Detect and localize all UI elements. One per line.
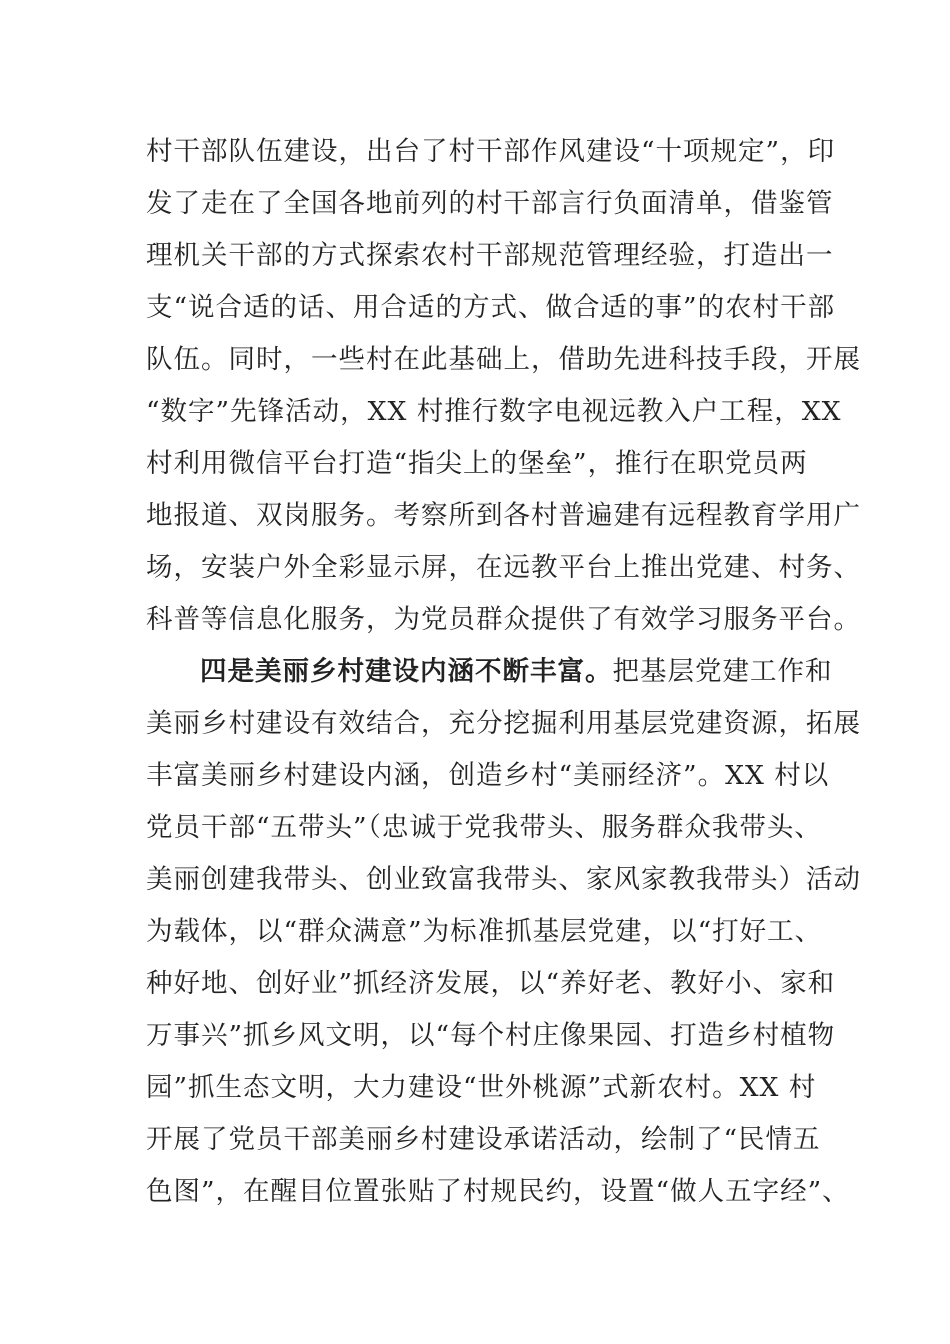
text-line: 种好地、创好业”抓经济发展，以“养好老、教好小、家和	[146, 968, 836, 999]
text-line: 美丽创建我带头、创业致富我带头、家风家教我带头）活动	[146, 864, 861, 895]
text-line: 村利用微信平台打造“指尖上的堡垒”，推行在职党员两	[146, 448, 808, 479]
text-line: 队伍。同时，一些村在此基础上，借助先进科技手段，开展	[146, 344, 861, 375]
text-line: 村干部队伍建设，出台了村干部作风建设“十项规定”，印	[146, 136, 836, 167]
text-line: “数字”先锋活动，XX 村推行数字电视远教入户工程，XX	[146, 396, 842, 427]
text-line: 科普等信息化服务，为党员群众提供了有效学习服务平台。	[146, 604, 861, 635]
text-line: 为载体，以“群众满意”为标准抓基层党建，以“打好工、	[146, 916, 823, 947]
text-line: 场，安装户外全彩显示屏，在远教平台上推出党建、村务、	[146, 552, 861, 583]
paragraph-first-line	[200, 646, 833, 698]
text-line: 园”抓生态文明，大力建设“世外桃源”式新农村。XX 村	[146, 1072, 817, 1103]
text-line: 党员干部“五带头”（忠诚于党我带头、服务群众我带头、	[146, 812, 822, 843]
section-heading: 四是美丽乡村建设内涵不断丰富。	[200, 656, 613, 687]
text-line: 地报道、双岗服务。考察所到各村普遍建有远程教育学用广	[146, 500, 861, 531]
text-span: 把基层党建工作和	[612, 656, 833, 687]
text-line: 开展了党员干部美丽乡村建设承诺活动，绘制了“民情五	[146, 1124, 821, 1155]
text-line: 发了走在了全国各地前列的村干部言行负面清单，借鉴管	[146, 188, 834, 219]
text-line: 万事兴”抓乡风文明，以“每个村庄像果园、打造乡村植物	[146, 1020, 836, 1051]
text-line: 支“说合适的话、用合适的方式、做合适的事”的农村干部	[146, 292, 836, 323]
text-line: 美丽乡村建设有效结合，充分挖掘利用基层党建资源，拓展	[146, 708, 861, 739]
text-line: 理机关干部的方式探索农村干部规范管理经验，打造出一	[146, 240, 834, 271]
text-line: 丰富美丽乡村建设内涵，创造乡村“美丽经济”。XX 村以	[146, 760, 830, 791]
text-line: 色图”，在醒目位置张贴了村规民约，设置“做人五字经”、	[146, 1176, 850, 1207]
